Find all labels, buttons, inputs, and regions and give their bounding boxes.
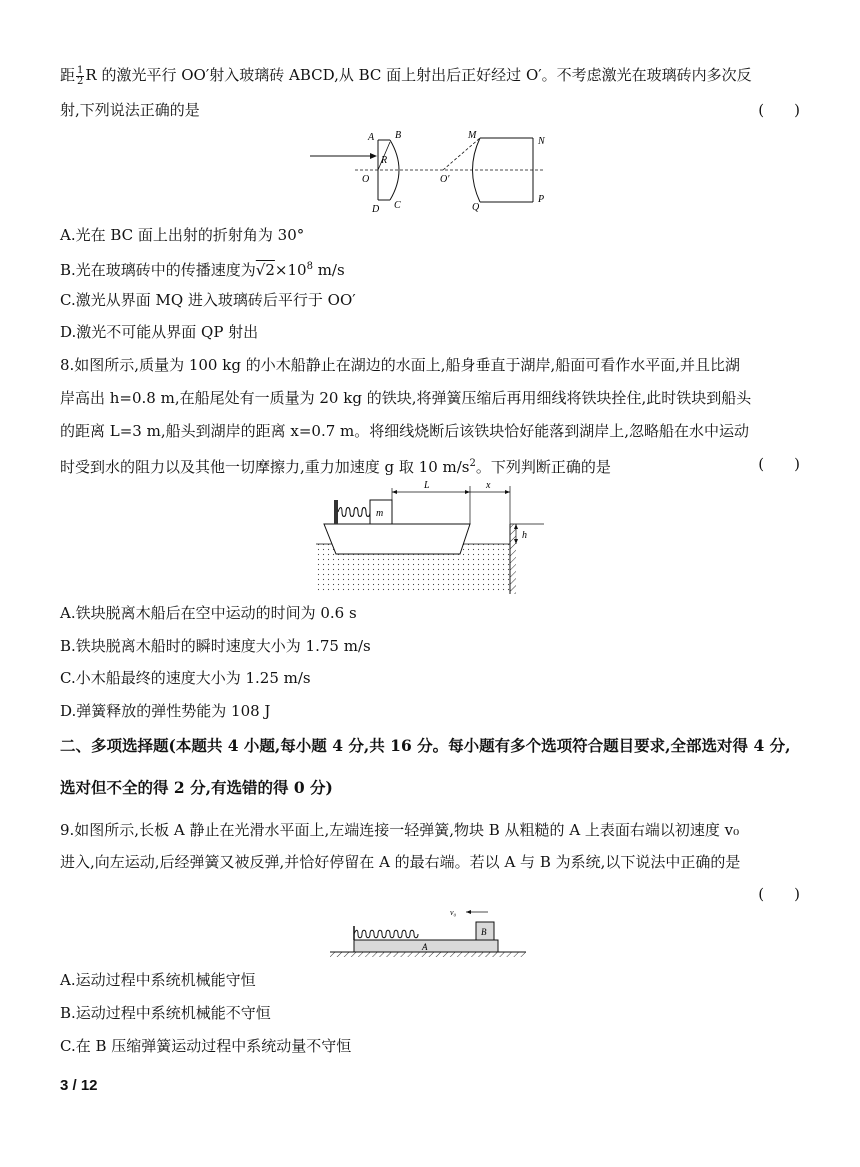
q9-option-c: C.在 B 压缩弹簧运动过程中系统动量不守恒 <box>60 1037 352 1055</box>
label-M: M <box>468 130 477 141</box>
label-R: R <box>381 155 388 166</box>
ground-hatch <box>330 952 526 957</box>
q9-option-a: A.运动过程中系统机械能守恒 <box>60 971 256 989</box>
q8-option-d: D.弹簧释放的弹性势能为 108 J <box>60 702 271 720</box>
q9-answer-paren: ( ) <box>758 885 800 903</box>
label-board-A: A <box>422 942 428 952</box>
q7-option-a: A.光在 BC 面上出射的折射角为 30° <box>60 226 305 244</box>
q8-option-b: B.铁块脱离木船时的瞬时速度大小为 1.75 m/s <box>60 637 371 655</box>
label-O-prime: O′ <box>440 174 450 185</box>
label-x: x <box>486 480 491 491</box>
q8-stem-line3: 的距离 L=3 m,船头到湖岸的距离 x=0.7 m。将细线烧断后该铁块恰好能落到湖岸上,忽略船在水中运动 <box>60 422 750 440</box>
label-C: C <box>394 200 401 211</box>
label-A: A <box>368 132 375 143</box>
label-v0: v₀ <box>450 908 457 917</box>
spring-icon <box>354 930 418 938</box>
label-Q: Q <box>472 202 480 213</box>
section2-heading-line2: 选对但不全的得 2 分,有选错的得 0 分) <box>60 778 333 797</box>
boat-stern-wall <box>334 500 338 524</box>
q7-answer-paren: ( ) <box>758 101 800 119</box>
q7-figure-glass-bricks <box>300 128 570 214</box>
q7-option-c: C.激光从界面 MQ 进入玻璃砖后平行于 OO′ <box>60 291 356 309</box>
q8-option-c: C.小木船最终的速度大小为 1.25 m/s <box>60 669 311 687</box>
ray-arrowhead-icon <box>370 153 377 159</box>
label-D: D <box>372 204 380 214</box>
label-O: O <box>362 174 370 185</box>
q8-stem-line2: 岸高出 h=0.8 m,在船尾处有一质量为 20 kg 的铁块,将弹簧压缩后再用细线将铁块拴住,此时铁块到船头 <box>60 389 752 407</box>
page-number: 3 / 12 <box>60 1077 98 1094</box>
q8-figure-boat <box>312 478 548 596</box>
label-N: N <box>538 136 545 147</box>
q9-stem-line2: 进入,向左运动,后经弹簧又被反弹,并恰好停留在 A 的最右端。若以 A 与 B 为系统,以下说法中正确的是 <box>60 853 741 871</box>
section2-heading-line1: 二、多项选择题(本题共 4 小题,每小题 4 分,共 16 分。每小题有多个选项符合题目要求,全部选对得 4 分, <box>60 736 791 755</box>
label-h: h <box>522 530 527 541</box>
q7-stem-line1: 距 $\frac{1}{2}$ R 的激光平行 OO′射入玻璃砖 ABCD,从 BC 面上射出后正好经过 O′。不考虑激光在玻璃砖内多次反 <box>60 64 752 87</box>
q8-answer-paren: ( ) <box>758 455 800 473</box>
label-m: m <box>376 508 384 519</box>
spring-icon <box>338 508 370 517</box>
q9-option-b: B.运动过程中系统机械能不守恒 <box>60 1004 271 1022</box>
q7-option-b: B.光在玻璃砖中的传播速度为$√2\times 10^8$ m/s <box>60 261 345 279</box>
q7-stem-line2: 射,下列说法正确的是 <box>60 101 200 119</box>
q7-option-d: D.激光不可能从界面 QP 射出 <box>60 323 259 341</box>
label-P: P <box>538 194 545 205</box>
q9-figure-board-block <box>326 904 532 960</box>
q8-option-a: A.铁块脱离木船后在空中运动的时间为 0.6 s <box>60 604 357 622</box>
q8-stem-line4: 时受到水的阻力以及其他一切摩擦力,重力加速度 g 取 10 $m/s^2$。下列判断正确的是 <box>60 458 611 476</box>
label-block-B: B <box>481 927 487 937</box>
shore-hatch <box>510 524 516 594</box>
q8-stem-line1: 8.如图所示,质量为 100 kg 的小木船静止在湖边的水面上,船身垂直于湖岸,船面可看作水平面,并且比湖 <box>60 356 741 374</box>
label-B: B <box>395 130 402 141</box>
label-L: L <box>424 480 430 491</box>
boat-hull <box>324 524 470 554</box>
q9-stem-line1: 9.如图所示,长板 A 静止在光滑水平面上,左端连接一轻弹簧,物块 B 从粗糙的 A 上表面右端以初速度 v₀ <box>60 821 740 839</box>
fraction-one-half: $\frac{1}{2}$ <box>77 64 84 87</box>
arrow-left-icon <box>466 910 471 914</box>
